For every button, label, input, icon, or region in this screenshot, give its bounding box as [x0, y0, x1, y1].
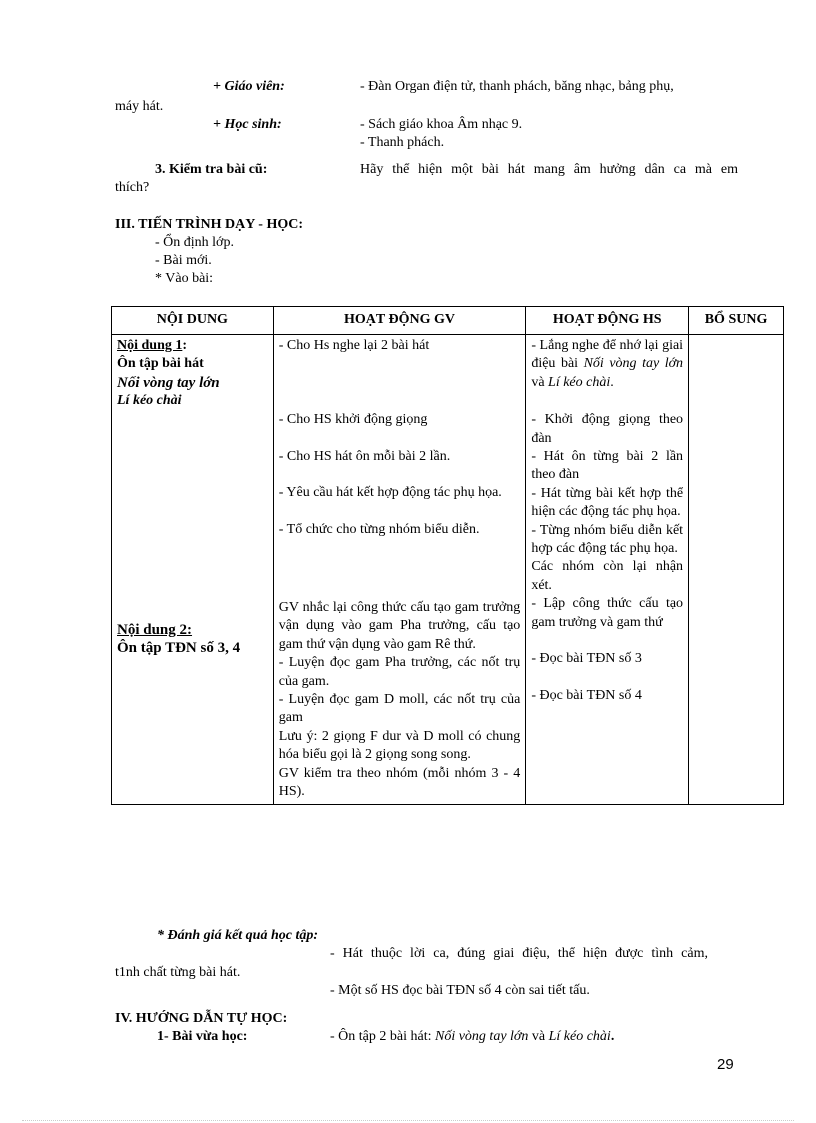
assessment-line-2: - Một số HS đọc bài TĐN số 4 còn sai tiết tấu.: [330, 983, 590, 998]
student-label: + Học sinh:: [213, 117, 282, 132]
col-header-student: HOẠT ĐỘNG HS: [526, 307, 689, 335]
section-3-item: - Ổn định lớp.: [155, 235, 234, 250]
gv-step: GV nhắc lại công thức cấu tạo gam trưởng vận dụng vào gam Pha trưởng, cấu tạo gam thứ vận dụng vào gam Rê thứ.: [278, 600, 521, 652]
teacher-label: + Giáo viên:: [213, 79, 285, 94]
teacher-materials-cont: máy hát.: [115, 99, 164, 114]
page-number: 29: [717, 1056, 734, 1073]
col-header-teacher: HOẠT ĐỘNG GV: [273, 307, 526, 335]
gv-step: - Yêu cầu hát kết hợp động tác phụ họa.: [278, 485, 502, 501]
col-header-content: NỘI DUNG: [112, 307, 274, 335]
gv-step: Lưu ý: 2 giọng F dur và D moll có chung hóa biểu gọi là 2 giọng song song.: [278, 728, 521, 763]
recent-lesson-label: 1- Bài vừa học:: [157, 1029, 248, 1044]
section-3-heading: III. TIẾN TRÌNH DẠY - HỌC:: [115, 217, 303, 232]
content-1-song-1: Nối vòng tay lớn: [117, 374, 220, 391]
notes-cell: [689, 335, 784, 805]
content-1-song-2: Lí kéo chài: [117, 393, 182, 409]
content-1-colon: :: [182, 338, 188, 353]
assessment-line-1: - Hát thuộc lời ca, đúng giai điệu, thể hiện được tình cảm,: [330, 946, 708, 961]
content-2-title: Ôn tập TĐN số 3, 4: [117, 640, 241, 657]
review-question: Hãy thể hiện một bài hát mang âm hưởng dân ca mà em: [360, 162, 738, 177]
section-4-heading: IV. HƯỚNG DẪN TỰ HỌC:: [115, 1011, 288, 1026]
hs-step: - Từng nhóm biểu diễn kết hợp các động tác phụ họa.: [531, 522, 684, 557]
assessment-heading: * Đánh giá kết quả học tập:: [157, 928, 319, 943]
hs-step: - Lập công thức cấu tạo gam trưởng và gam thứ: [531, 596, 684, 630]
hs-step: - Hát ôn từng bài 2 lần theo đàn: [531, 449, 684, 483]
gv-step: - Cho HS khởi động giọng: [278, 412, 428, 428]
content-1-label: Nội dung 1: [117, 338, 183, 353]
content-cell: [112, 335, 274, 805]
hs-step: - Đọc bài TĐN số 3: [531, 651, 642, 667]
gv-step: - Luyện đọc gam Pha trưởng, các nốt trụ của gam.: [278, 655, 521, 689]
content-1-title: Ôn tập bài hát: [117, 356, 204, 372]
section-3-item: - Bài mới.: [155, 253, 212, 268]
col-header-notes: BỔ SUNG: [689, 307, 784, 335]
section-3-item: * Vào bài:: [155, 271, 214, 286]
content-2-label: Nội dung 2:: [117, 621, 193, 638]
hs-step: - Khởi động giọng theo đàn: [531, 412, 684, 446]
student-material-1: - Sách giáo khoa Âm nhạc 9.: [360, 117, 523, 132]
student-activity-cell: [526, 335, 689, 805]
table-row: [112, 335, 784, 805]
gv-step: - Luyện đọc gam D moll, các nốt trụ của gam: [278, 692, 521, 726]
hs-step: - Đọc bài TĐN số 4: [531, 687, 642, 703]
gv-step: - Tổ chức cho từng nhóm biểu diễn.: [278, 521, 480, 537]
review-question-cont: thích?: [115, 180, 150, 195]
teacher-activity-cell: [273, 335, 526, 805]
table-header-row: [112, 307, 784, 335]
gv-step: GV kiểm tra theo nhóm (mỗi nhóm 3 - 4 HS).: [278, 765, 521, 800]
hs-step: - Lắng nghe để nhớ lại giai điệu bài Nối vòng tay lớn và Lí kéo chài.: [531, 338, 684, 390]
student-material-2: - Thanh phách.: [360, 135, 445, 150]
recent-lesson-task: - Ôn tập 2 bài hát: Nối vòng tay lớn và Lí kéo chài.: [330, 1029, 615, 1044]
footer-divider: [22, 1120, 794, 1121]
review-label: 3. Kiểm tra bài cũ:: [155, 162, 268, 177]
hs-step: Các nhóm còn lại nhận xét.: [531, 559, 684, 593]
lesson-table: [111, 306, 784, 805]
hs-step: - Hát từng bài kết hợp thể hiện các động tác phụ họa.: [531, 485, 684, 520]
assessment-line-1-cont: t1nh chất từng bài hát.: [115, 965, 241, 980]
gv-step: - Cho Hs nghe lại 2 bài hát: [278, 338, 430, 353]
teacher-materials: - Đàn Organ điện tử, thanh phách, băng nhạc, bảng phụ,: [360, 79, 674, 94]
gv-step: - Cho HS hát ôn mỗi bài 2 lần.: [278, 448, 451, 464]
